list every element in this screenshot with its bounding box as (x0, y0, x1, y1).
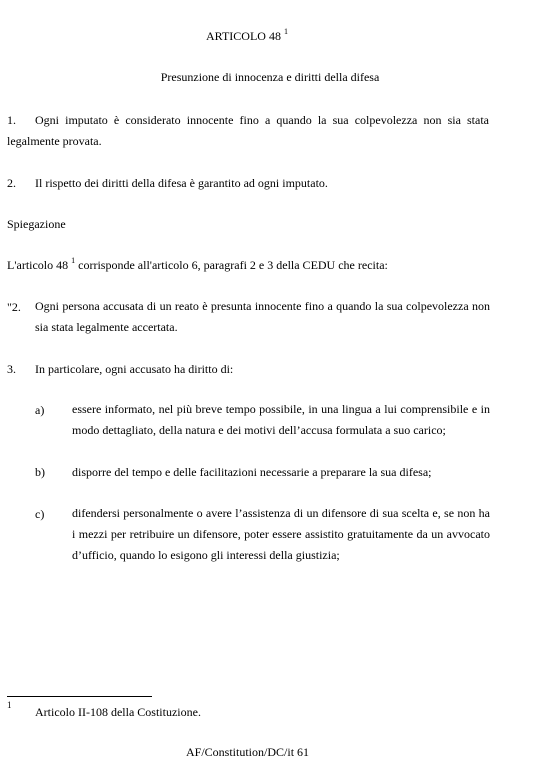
paragraph-text: Ogni persona accusata di un reato è presunta innocente fino a quando la sua colpevolezza non sia stata legalmente accertata. (35, 299, 490, 334)
article-title (206, 29, 288, 44)
page-footer: AF/Constitution/DC/it 61 (186, 745, 310, 759)
list-item-letter: b) (35, 465, 45, 479)
paragraph-number: 1. (7, 113, 16, 127)
intro-text-end: corrisponde all'articolo 6, paragrafi 2 e 3 della CEDU che recita: (78, 258, 388, 272)
paragraph-number: "2. (7, 300, 21, 314)
list-item-letter: a) (35, 403, 45, 417)
footnote-separator (7, 696, 152, 697)
list-item-text: essere informato, nel più breve tempo possibile, in una lingua a lui comprensibile e in modo dettagliato, della natura e dei motivi dell’accusa formulata a suo carico; (72, 402, 490, 437)
footnote-text: Articolo II-108 della Costituzione. (35, 705, 201, 719)
paragraph-number: 2. (7, 176, 16, 190)
paragraph-text: In particolare, ogni accusato ha diritto di: (35, 362, 234, 376)
paragraph-text: Il rispetto dei diritti della difesa è garantito ad ogni imputato. (35, 176, 328, 190)
paragraph-text: Ogni imputato è considerato innocente fino a quando la sua colpevolezza non sia stata legalmente provata. (7, 113, 489, 148)
footnote-ref: 1 (71, 256, 76, 265)
paragraph-number: 3. (7, 362, 16, 376)
article-title-text: ARTICOLO 48 (206, 29, 281, 43)
article-subtitle: Presunzione di innocenza e diritti della difesa (160, 70, 380, 84)
list-item-text: disporre del tempo e delle facilitazioni necessarie a preparare la sua difesa; (72, 465, 432, 479)
explanation-intro (7, 258, 388, 273)
footnote-ref: 1 (283, 27, 288, 36)
intro-text-start: L'articolo 48 (7, 258, 69, 272)
footnote-mark: 1 (7, 700, 12, 710)
explanation-heading: Spiegazione (7, 217, 66, 231)
list-item-letter: c) (35, 507, 45, 521)
list-item-text: difendersi personalmente o avere l’assistenza di un difensore di sua scelta e, se non ha i mezzi per retribuire un difensore, poter essere assistito gratuitamente da un avvocato d’ufficio, quando lo esigono gli interessi della giustizia; (72, 506, 490, 562)
